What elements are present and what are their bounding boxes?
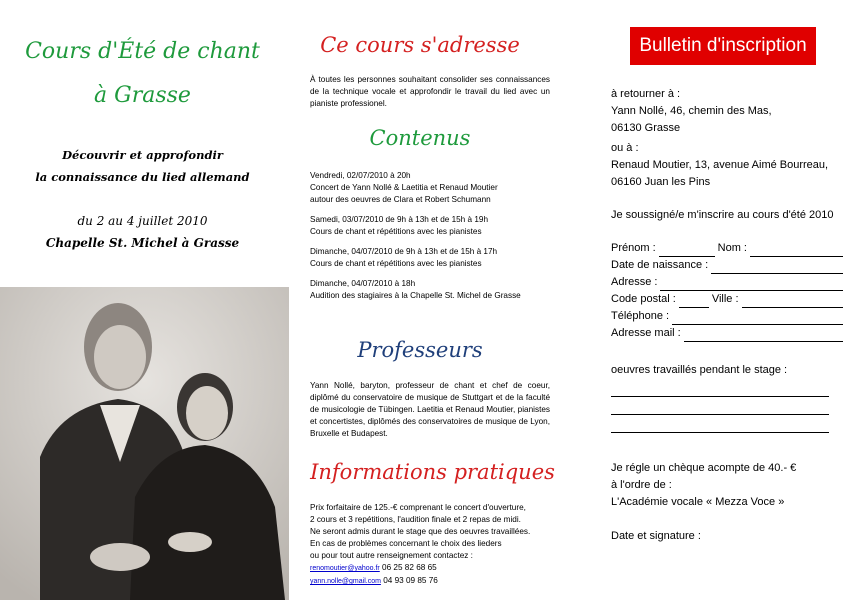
phone-row [611,308,846,325]
address-label: Adresse : [611,276,658,288]
tagline-line-2: la connaissance du lied allemand [35,170,250,184]
birthdate-row [611,257,846,274]
postal-code-field[interactable] [679,296,709,308]
event-desc: Concert de Yann Nollé & Laetitia et Renaud Moutier [310,183,498,192]
payment-line: Je régle un chèque acompte de 40.- € [611,462,797,474]
practical-line: ou pour tout autre renseignement contactez : [310,551,473,560]
works-field-line-2[interactable] [611,397,829,415]
course-title [0,30,285,118]
event-item [310,214,550,238]
tagline [0,144,285,188]
contact-2 [310,575,560,588]
event-date: Dimanche, 04/07/2010 à 18h [310,279,416,288]
contact-email-link[interactable]: renomoutier@yahoo.fr [310,565,380,572]
event-desc: Audition des stagiaires à la Chapelle St. Michel de Grasse [310,291,521,300]
events-list [310,170,550,310]
event-date: Samedi, 03/07/2010 de 9h à 13h et de 15h à 19h [310,215,488,224]
works-label: oeuvres travaillés pendant le stage : [611,364,788,376]
practical-line: 2 cours et 3 repétitions, l'audition finale et 2 repas de midi. [310,515,521,524]
works-field-line-1[interactable] [611,379,829,397]
address-1: Yann Nollé, 46, chemin des Mas, [611,105,772,117]
signature-label: Date et signature : [611,530,701,542]
practical-info-heading: Informations pratiques [310,460,555,484]
first-name-label: Prénom : [611,242,656,254]
practical-line: Prix forfaitaire de 125.-€ comprenant le concert d'ouverture, [310,503,526,512]
address-field[interactable] [660,279,843,291]
practical-line: Ne seront admis durant le stage que des oeuvres travaillées. [310,527,531,536]
professors-heading: Professeurs [357,338,483,362]
birthdate-field[interactable] [711,262,843,274]
event-item [310,278,550,302]
address-row [611,274,846,291]
works-field-line-3[interactable] [611,415,829,433]
registration-form-title: Bulletin d'inscription [630,27,816,65]
first-last-name-row [611,240,846,257]
payment-payee: L'Académie vocale « Mezza Voce » [611,496,785,508]
audience-text: À toutes les personnes souhaitant consolider ses connaissances de la technique vocale et approfondir le travail du lied avec un pianiste professionel. [310,75,550,108]
event-desc: Cours de chant et répétitions avec les pianistes [310,259,482,268]
event-desc: autour des oeuvres de Clara et Robert Schumann [310,195,491,204]
contact-phone: 06 25 82 68 65 [382,563,437,572]
subscribe-statement: Je soussigné/e m'inscrire au cours d'été 2010 [611,209,834,221]
title-line-1: Cours d'Été de chant [25,39,260,64]
postal-city-row [611,291,846,308]
contact-1 [310,562,560,575]
practical-info [310,502,560,588]
audience-heading: Ce cours s'adresse [320,33,520,57]
email-field[interactable] [684,330,843,342]
event-date: Vendredi, 02/07/2010 à 20h [310,171,411,180]
email-label: Adresse mail : [611,327,681,339]
professors-text: Yann Nollé, baryton, professeur de chant et chef de coeur, diplômé du conservatoire de musique de Stuttgart et de la faculté de musicologie de Tübingen. Laetitia et Renaud Moutier, pianistes et concertistes, diplômés des conservatoires de musique de Lyon, Bruxelle et Budapest. [310,381,550,438]
payment-line: à l'ordre de : [611,479,672,491]
course-dates [0,210,285,254]
address-2-city: 06160 Juan les Pins [611,176,711,188]
address-1-city: 06130 Grasse [611,122,681,134]
email-row [611,325,846,342]
practical-line: En cas de problèmes concernant le choix des lieders [310,539,502,548]
city-field[interactable] [742,296,843,308]
schumann-portrait-image [0,287,289,600]
or-to-label: ou à : [611,142,639,154]
postal-code-label: Code postal : [611,293,676,305]
event-item [310,246,550,270]
dates-line-1: du 2 au 4 juillet 2010 [77,214,208,228]
city-label: Ville : [711,293,739,305]
registration-form [611,86,846,545]
address-2: Renaud Moutier, 13, avenue Aimé Bourreau, [611,159,829,171]
birthdate-label: Date de naissance : [611,259,709,271]
contact-phone: 04 93 09 85 76 [383,576,438,585]
event-date: Dimanche, 04/07/2010 de 9h à 13h et de 15h à 17h [310,247,498,256]
phone-label: Téléphone : [611,310,670,322]
contents-heading: Contenus [369,126,471,150]
tagline-line-1: Découvrir et approfondir [62,148,223,162]
location-line: Chapelle St. Michel à Grasse [45,236,240,250]
title-line-2: à Grasse [94,83,191,108]
event-desc: Cours de chant et répétitions avec les pianistes [310,227,482,236]
last-name-label: Nom : [717,242,747,254]
contact-email-link[interactable]: yann.nolle@gmail.com [310,578,381,585]
first-name-field[interactable] [659,245,715,257]
event-item [310,170,550,206]
phone-field[interactable] [672,313,843,325]
return-to-label: à retourner à : [611,88,681,100]
last-name-field[interactable] [750,245,843,257]
